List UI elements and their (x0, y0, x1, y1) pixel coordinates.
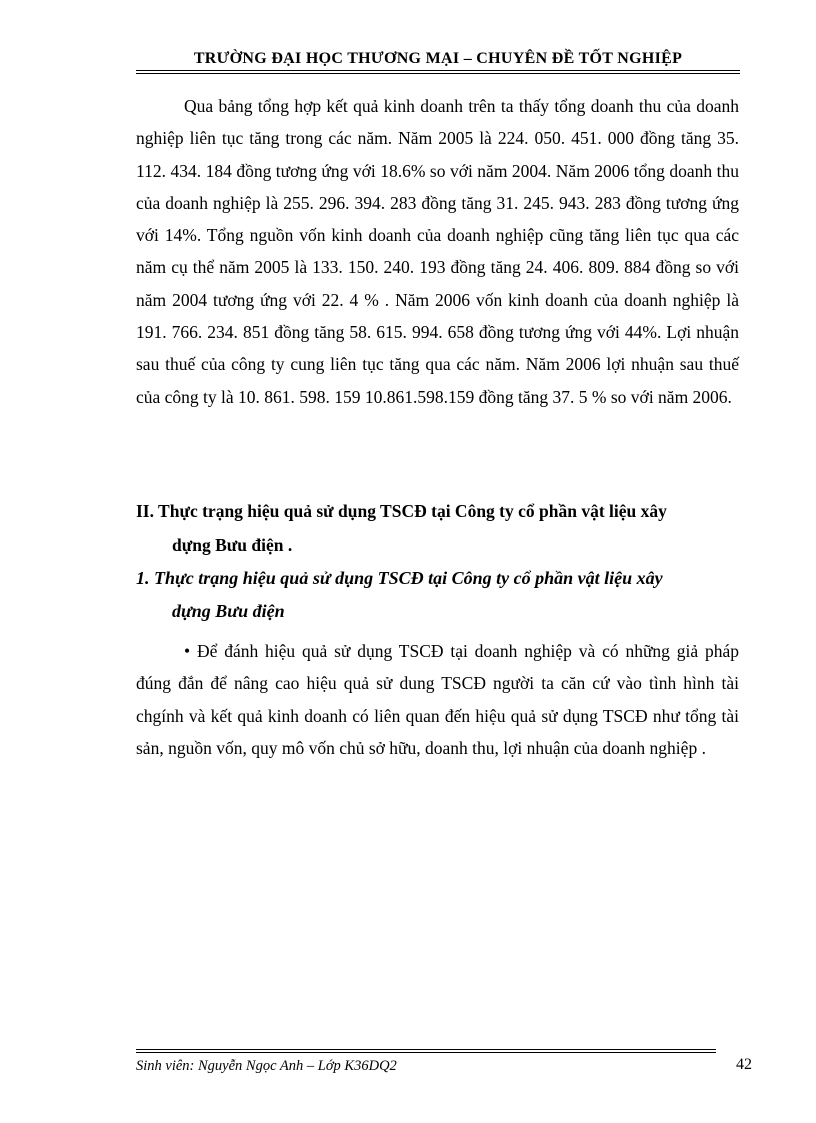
section-heading-ii-line2: dựng Bưu điện . (172, 535, 293, 555)
subsection-heading-1 (136, 562, 739, 628)
header-title: TRƯỜNG ĐẠI HỌC THƯƠNG MẠI – CHUYÊN ĐỀ TỐT NGHIỆP (193, 50, 683, 67)
page-number: 42 (736, 1056, 752, 1073)
subsection-heading-1-line2: dựng Bưu điện (172, 601, 285, 621)
footer-rule-top (136, 1049, 716, 1050)
subsection-heading-1-line1: 1. Thực trạng hiệu quả sử dụng TSCĐ tại Công ty cổ phần vật liệu xây (136, 568, 663, 588)
footer-student-info: Sinh viên: Nguyễn Ngọc Anh – Lớp K36DQ2 (136, 1058, 397, 1074)
body-paragraph-2: • Để đánh hiệu quả sử dụng TSCĐ tại doanh nghiệp và có những giả pháp đúng đắn để nâng cao hiệu quả sử dung TSCĐ người ta căn cứ vào tình hình tài chgính và kết quả kinh doanh có liên quan đến hiệu quả sử dụng TSCĐ như tổng tài sản, nguồn vốn, quy mô vốn chủ sở hữu, doanh thu, lợi nhuận của doanh nghiệp . (136, 641, 739, 758)
footer-rule-bottom (136, 1052, 716, 1053)
header-rule-top (136, 70, 740, 71)
section-heading-ii (136, 494, 739, 562)
body-paragraph-1: Qua bảng tổng hợp kết quả kinh doanh trên ta thấy tổng doanh thu của doanh nghiệp liên tục tăng trong các năm. Năm 2005 là 224. 050. 451. 000 đồng tăng 35. 112. 434. 184 đồng tương ứng với 18.6% so với năm 2004. Năm 2006 tổng doanh thu của doanh nghiệp là 255. 296. 394. 283 đồng tăng 31. 245. 943. 283 đồng tương ứng với 14%. Tổng nguồn vốn kinh doanh của doanh nghiệp cũng tăng liên tục qua các năm cụ thể năm 2005 là 133. 150. 240. 193 đồng tăng 24. 406. 809. 884 đồng so với năm 2004 tương ứng với 22. 4 % . Năm 2006 vốn kinh doanh của doanh nghiệp là 191. 766. 234. 851 đồng tăng 58. 615. 994. 658 đồng tương ứng với 44%. Lợi nhuận sau thuế của công ty cung liên tục tăng qua các năm. Năm 2006 lợi nhuận sau thuế của công ty là 10. 861. 598. 159 10.861.598.159 đồng tăng 37. 5 % so với năm 2006. (136, 96, 739, 407)
section-heading-ii-line1: II. Thực trạng hiệu quả sử dụng TSCĐ tại Công ty cổ phần vật liệu xây (136, 501, 667, 521)
header-rule-bottom (136, 73, 740, 74)
